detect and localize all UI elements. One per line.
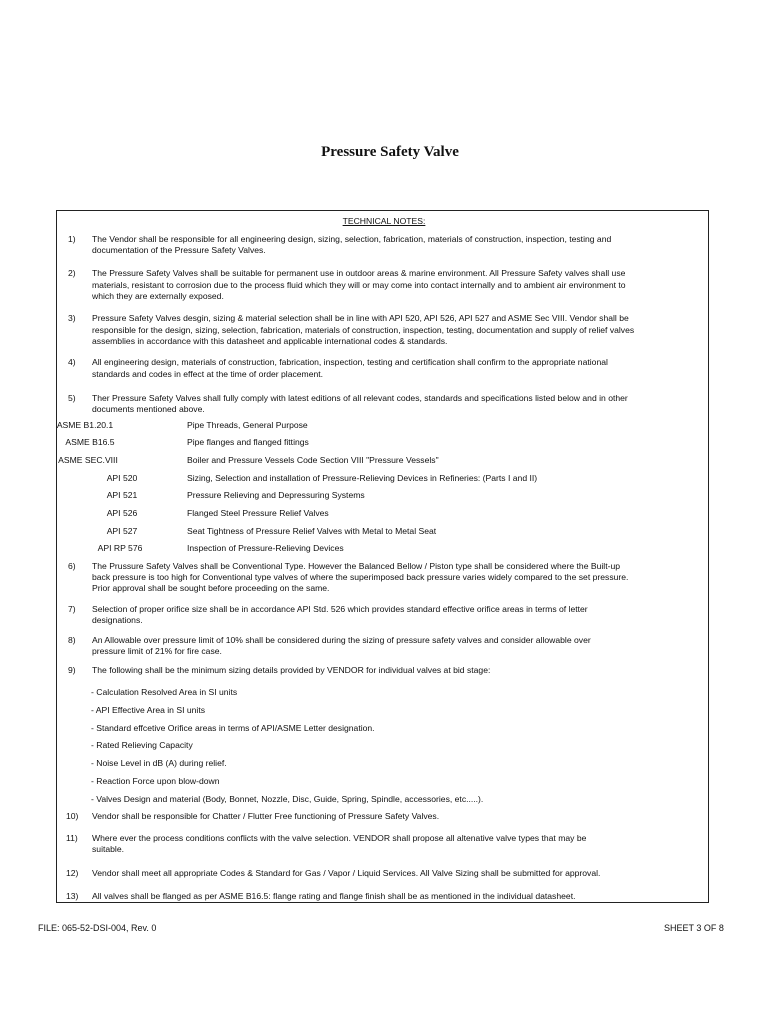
- note-number: 13): [66, 891, 79, 901]
- note-text: All engineering design, materials of construction, fabrication, inspection, testing and certification shall confirm to the appropriate national: [92, 357, 608, 367]
- note-text: Ther Pressure Safety Valves shall fully comply with latest editions of all relevant codes, standards and specifications listed below and in other: [92, 393, 628, 403]
- note-number: 10): [66, 811, 79, 821]
- standard-desc: Sizing, Selection and installation of Pressure-Relieving Devices in Refineries: (Parts I and II): [187, 473, 538, 483]
- note-text: Pressure Safety Valves desgin, sizing & material selection shall be in line with API 520, API 526, API 527 and ASME Sec VIII. Vendor shall be: [92, 313, 629, 323]
- note-text: materials, resistant to corrosion due to the process fluid which they will or may come into contact internally and to ambient air environment to: [92, 280, 626, 290]
- note-text: responsible for the design, sizing, selection, fabrication, materials of construction, inspection, testing, documentation and supply of relief valves: [92, 325, 635, 335]
- list-item: - Valves Design and material (Body, Bonnet, Nozzle, Disc, Guide, Spring, Spindle, accessories, etc.....).: [91, 794, 484, 804]
- standard-desc: Pressure Relieving and Depressuring Systems: [187, 490, 365, 500]
- note-number: 2): [68, 268, 76, 278]
- note-number: 8): [68, 635, 76, 645]
- note-text: The Pressure Safety Valves shall be suitable for permanent use in outdoor areas & marine environment. All Pressure Safety valves shall use: [92, 268, 626, 278]
- note-text: Vendor shall meet all appropriate Codes & Standard for Gas / Vapor / Liquid Services. All Valve Sizing shall be submitted for approval.: [92, 868, 601, 878]
- standard-code: ASME B1.20.1: [56, 420, 114, 430]
- note-text: Selection of proper orifice size shall be in accordance API Std. 526 which provides standard effective orifice areas in terms of letter: [92, 604, 588, 614]
- note-text: The Prussure Safety Valves shall be Conventional Type. However the Balanced Bellow / Piston type shall be considered where the Built-up: [92, 561, 621, 571]
- note-number: 4): [68, 357, 76, 367]
- note-text: Prior approval shall be sought before proceeding on the same.: [92, 583, 330, 593]
- note-text: standards and codes in effect at the time of order placement.: [92, 369, 324, 379]
- note-number: 5): [68, 393, 76, 403]
- note-text: An Allowable over pressure limit of 10% shall be considered during the sizing of pressure safety valves and consider allowable over: [92, 635, 591, 645]
- note-text: All valves shall be flanged as per ASME B16.5: flange rating and flange finish shall be as mentioned in the individual datasheet.: [92, 891, 576, 901]
- note-number: 9): [68, 665, 76, 675]
- note-number: 7): [68, 604, 76, 614]
- standard-desc: Boiler and Pressure Vessels Code Section VIII "Pressure Vessels": [187, 455, 439, 465]
- standard-code: API 526: [106, 508, 138, 518]
- standard-desc: Pipe Threads, General Purpose: [187, 420, 308, 430]
- note-number: 3): [68, 313, 76, 323]
- note-text: assemblies in accordance with this datasheet and applicable international codes & standards.: [92, 336, 448, 346]
- list-item: - Calculation Resolved Area in SI units: [91, 687, 238, 697]
- standard-code: API 527: [106, 526, 138, 536]
- standard-desc: Flanged Steel Pressure Relief Valves: [187, 508, 329, 518]
- list-item: - Noise Level in dB (A) during relief.: [91, 758, 227, 768]
- note-text: Where ever the process conditions conflicts with the valve selection. VENDOR shall propose all altenative valve types that may be: [92, 833, 587, 843]
- note-text: suitable.: [92, 844, 125, 854]
- footer-sheet: SHEET 3 OF 8: [664, 923, 724, 933]
- standard-code: API RP 576: [97, 543, 143, 553]
- note-text: documents mentioned above.: [92, 404, 205, 414]
- list-item: - Rated Relieving Capacity: [91, 740, 193, 750]
- note-number: 6): [68, 561, 76, 571]
- list-item: - API Effective Area in SI units: [91, 705, 206, 715]
- note-text: back pressure is too high for Conventional type valves of where the superimposed back pressure varies widely compared to the set pressure.: [92, 572, 629, 582]
- standard-desc: Seat Tightness of Pressure Relief Valves with Metal to Metal Seat: [187, 526, 437, 536]
- note-text: pressure limit of 21% for fire case.: [92, 646, 222, 656]
- note-text: documentation of the Pressure Safety Valves.: [92, 245, 266, 255]
- notes-heading: TECHNICAL NOTES:: [342, 216, 426, 226]
- list-item: - Reaction Force upon blow-down: [91, 776, 220, 786]
- standard-code: API 521: [106, 490, 138, 500]
- standard-code: API 520: [106, 473, 138, 483]
- note-text: designations.: [92, 615, 143, 625]
- note-number: 11): [66, 833, 78, 843]
- page-title: Pressure Safety Valve: [321, 144, 459, 160]
- note-number: 1): [68, 234, 76, 244]
- note-text: Vendor shall be responsible for Chatter / Flutter Free functioning of Pressure Safety Valves.: [92, 811, 440, 821]
- list-item: - Standard effcetive Orifice areas in terms of API/ASME Letter designation.: [91, 723, 375, 733]
- note-text: The following shall be the minimum sizing details provided by VENDOR for individual valves at bid stage:: [92, 665, 491, 675]
- standard-code: ASME B16.5: [65, 437, 115, 447]
- footer-file: FILE: 065-52-DSI-004, Rev. 0: [38, 923, 157, 933]
- standard-desc: Pipe flanges and flanged fittings: [187, 437, 309, 447]
- standard-code: ASME SEC.VIII: [58, 455, 118, 465]
- standard-desc: Inspection of Pressure-Relieving Devices: [187, 543, 344, 553]
- note-text: which they are externally exposed.: [92, 291, 224, 301]
- note-text: The Vendor shall be responsible for all engineering design, sizing, selection, fabrication, materials of construction, inspection, testing and: [92, 234, 612, 244]
- note-number: 12): [66, 868, 79, 878]
